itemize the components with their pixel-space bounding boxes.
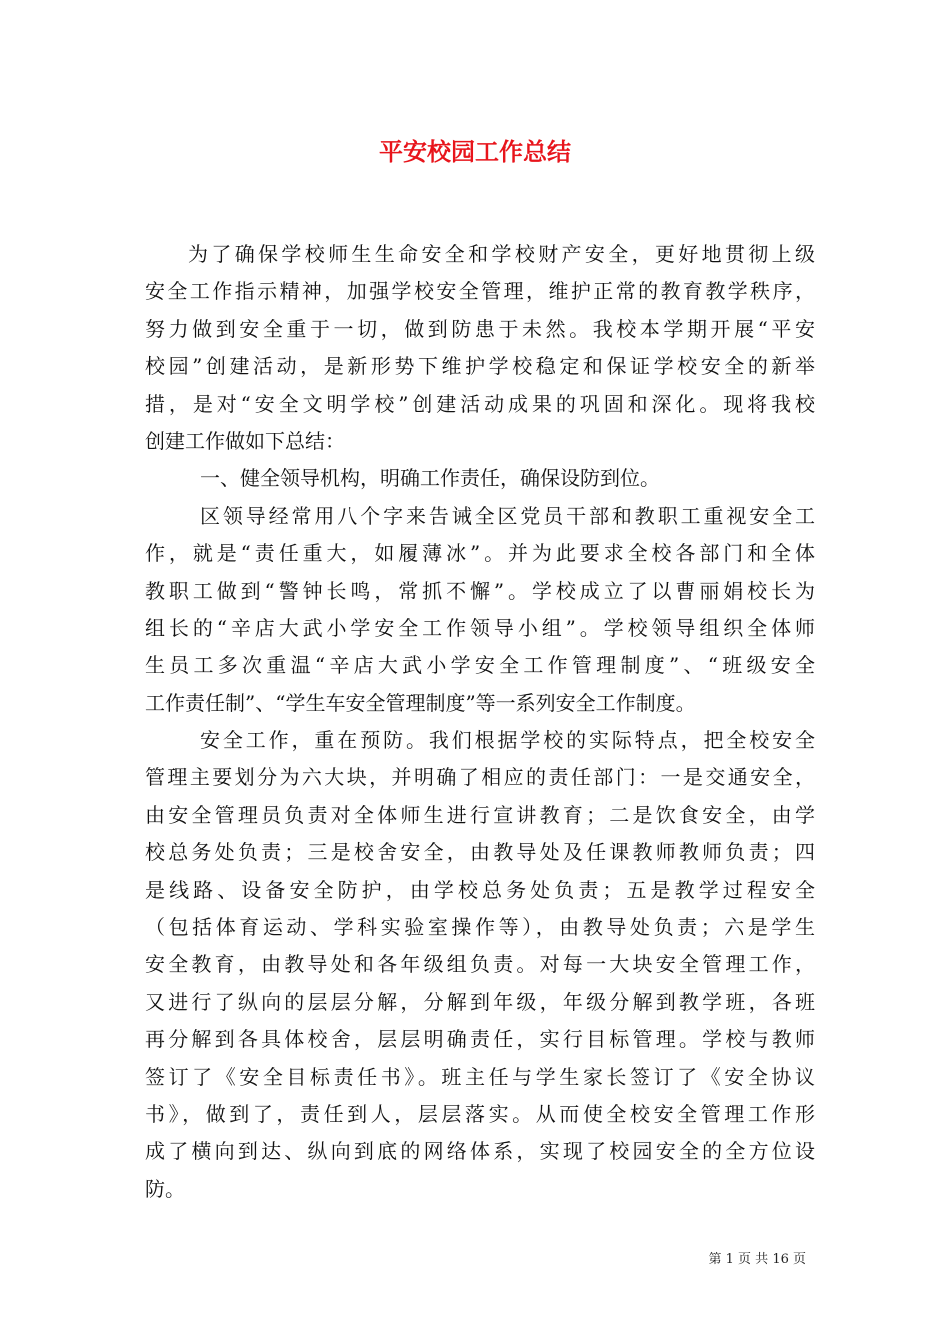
text-line: 成了横向到达、纵向到底的网络体系，实现了校园安全的全方位设 [145,1139,815,1164]
text-line: 作，就是“责任重大，如履薄冰”。并为此要求全校各部门和全体 [145,541,815,566]
text-line: 教职工做到“警钟长鸣，常抓不懈”。学校成立了以曹丽娟校长为 [145,578,815,603]
document-body [145,236,815,1208]
document-title: 平安校园工作总结 [379,137,571,166]
paragraph [145,460,815,497]
text-line: 区领导经常用八个字来告诫全区党员干部和教职工重视安全工 [200,503,815,528]
paragraph [145,498,815,722]
text-line: 为了确保学校师生生命安全和学校财产安全，更好地贯彻上级 [188,242,815,266]
paragraph [145,236,815,460]
text-line: 管理主要划分为六大块，并明确了相应的责任部门：一是交通安全， [145,765,815,790]
text-line: （包括体育运动、学科实验室操作等），由教导处负责；六是学生 [145,915,815,940]
text-line: 创建工作做如下总结： [145,428,345,453]
text-line: 安全教育，由教导处和各年级组负责。对每一大块安全管理工作， [145,952,815,977]
text-line: 签订了《安全目标责任书》。班主任与学生家长签订了《安全协议 [145,1064,815,1089]
text-line: 安全工作指示精神，加强学校安全管理，维护正常的教育教学秩序， [145,279,815,304]
text-line: 又进行了纵向的层层分解，分解到年级，年级分解到教学班，各班 [145,989,815,1014]
paragraph [145,722,815,1208]
text-line: 校园”创建活动，是新形势下维护学校稳定和保证学校安全的新举 [145,354,815,379]
text-line: 组长的“辛店大武小学安全工作领导小组”。学校领导组织全体师 [145,615,815,640]
text-line: 校总务处负责；三是校舍安全，由教导处及任课教师教师负责；四 [145,840,815,865]
text-line: 再分解到各具体校舍，层层明确责任，实行目标管理。学校与教师 [145,1027,815,1052]
text-line: 书》，做到了，责任到人，层层落实。从而使全校安全管理工作形 [145,1101,815,1126]
text-line: 一、健全领导机构，明确工作责任，确保设防到位。 [200,466,660,491]
text-line: 是线路、设备安全防护，由学校总务处负责；五是教学过程安全 [145,877,815,902]
text-line: 由安全管理员负责对全体师生进行宣讲教育；二是饮食安全，由学 [145,802,815,827]
text-line: 安全工作，重在预防。我们根据学校的实际特点，把全校安全 [200,728,815,753]
text-line: 生员工多次重温“辛店大武小学安全工作管理制度”、“班级安全 [145,653,815,678]
text-line: 防。 [145,1176,185,1201]
text-line: 措，是对“安全文明学校”创建活动成果的巩固和深化。现将我校 [145,391,815,416]
text-line: 工作责任制”、“学生车安全管理制度”等一系列安全工作制度。 [145,690,696,715]
page-number: 第 1 页 共 16 页 [708,1252,806,1267]
text-line: 努力做到安全重于一切，做到防患于未然。我校本学期开展“平安 [145,316,815,341]
